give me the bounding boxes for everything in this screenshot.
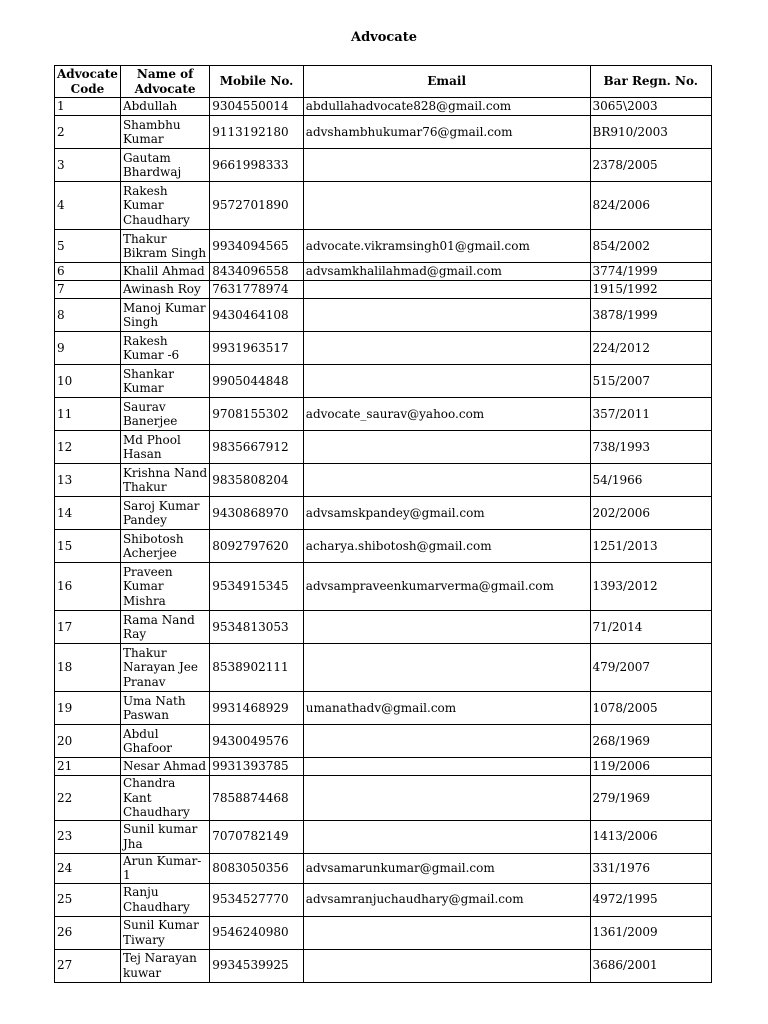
cell-advocate-code: 4 <box>55 182 121 230</box>
cell-bar-regn-no: 279/1969 <box>590 776 711 821</box>
cell-email: advsamarunkumar@gmail.com <box>303 853 590 883</box>
cell-mobile-no: 8092797620 <box>210 530 304 563</box>
cell-email <box>303 820 590 853</box>
cell-bar-regn-no: 1413/2006 <box>590 820 711 853</box>
cell-advocate-name: Krishna Nand Thakur <box>120 464 209 497</box>
cell-email <box>303 758 590 776</box>
cell-mobile-no: 9304550014 <box>210 98 304 116</box>
cell-bar-regn-no: 3686/2001 <box>590 949 711 982</box>
header-bar-regn-no: Bar Regn. No. <box>590 66 711 98</box>
cell-email: advocate_saurav@yahoo.com <box>303 398 590 431</box>
cell-advocate-code: 11 <box>55 398 121 431</box>
table-row <box>55 149 712 182</box>
cell-mobile-no: 9534527770 <box>210 883 304 916</box>
table-header-row <box>55 66 712 98</box>
cell-email: acharya.shibotosh@gmail.com <box>303 530 590 563</box>
cell-advocate-name: Md Phool Hasan <box>120 431 209 464</box>
cell-mobile-no: 7858874468 <box>210 776 304 821</box>
cell-advocate-name: Sunil kumar Jha <box>120 820 209 853</box>
cell-advocate-code: 10 <box>55 365 121 398</box>
cell-bar-regn-no: 479/2007 <box>590 644 711 692</box>
cell-advocate-code: 25 <box>55 883 121 916</box>
cell-advocate-name: Uma Nath Paswan <box>120 692 209 725</box>
cell-advocate-code: 13 <box>55 464 121 497</box>
cell-advocate-code: 5 <box>55 230 121 263</box>
table-row <box>55 776 712 821</box>
cell-email: advsamranjuchaudhary@gmail.com <box>303 883 590 916</box>
cell-mobile-no: 7070782149 <box>210 820 304 853</box>
cell-advocate-code: 24 <box>55 853 121 883</box>
cell-mobile-no: 9546240980 <box>210 916 304 949</box>
cell-bar-regn-no: 854/2002 <box>590 230 711 263</box>
advocate-table <box>54 65 712 983</box>
table-row <box>55 464 712 497</box>
cell-email: advshambhukumar76@gmail.com <box>303 116 590 149</box>
cell-advocate-code: 26 <box>55 916 121 949</box>
cell-bar-regn-no: 331/1976 <box>590 853 711 883</box>
cell-advocate-name: Tej Narayan kuwar <box>120 949 209 982</box>
cell-advocate-code: 12 <box>55 431 121 464</box>
cell-bar-regn-no: 1915/1992 <box>590 281 711 299</box>
cell-bar-regn-no: 515/2007 <box>590 365 711 398</box>
table-row <box>55 644 712 692</box>
cell-email: advsamkhalilahmad@gmail.com <box>303 263 590 281</box>
header-name-of-advocate: Name of Advocate <box>120 66 209 98</box>
cell-advocate-name: Arun Kumar-1 <box>120 853 209 883</box>
cell-advocate-name: Ranju Chaudhary <box>120 883 209 916</box>
table-row <box>55 365 712 398</box>
cell-mobile-no: 9534813053 <box>210 611 304 644</box>
cell-email <box>303 281 590 299</box>
cell-advocate-code: 17 <box>55 611 121 644</box>
table-row <box>55 116 712 149</box>
cell-bar-regn-no: 3065\2003 <box>590 98 711 116</box>
cell-advocate-code: 9 <box>55 332 121 365</box>
cell-mobile-no: 9661998333 <box>210 149 304 182</box>
cell-advocate-name: Awinash Roy <box>120 281 209 299</box>
cell-email: advsamskpandey@gmail.com <box>303 497 590 530</box>
cell-advocate-code: 14 <box>55 497 121 530</box>
cell-mobile-no: 9934539925 <box>210 949 304 982</box>
cell-bar-regn-no: 224/2012 <box>590 332 711 365</box>
cell-advocate-code: 3 <box>55 149 121 182</box>
cell-mobile-no: 9430049576 <box>210 725 304 758</box>
table-row <box>55 692 712 725</box>
cell-bar-regn-no: 3774/1999 <box>590 263 711 281</box>
cell-mobile-no: 9905044848 <box>210 365 304 398</box>
cell-advocate-name: Rakesh Kumar Chaudhary <box>120 182 209 230</box>
cell-advocate-name: Saurav Banerjee <box>120 398 209 431</box>
cell-bar-regn-no: 1251/2013 <box>590 530 711 563</box>
table-row <box>55 949 712 982</box>
cell-bar-regn-no: BR910/2003 <box>590 116 711 149</box>
cell-mobile-no: 9430464108 <box>210 299 304 332</box>
cell-advocate-code: 2 <box>55 116 121 149</box>
cell-email <box>303 464 590 497</box>
table-row <box>55 563 712 611</box>
cell-bar-regn-no: 1393/2012 <box>590 563 711 611</box>
cell-email <box>303 949 590 982</box>
header-email: Email <box>303 66 590 98</box>
cell-mobile-no: 9572701890 <box>210 182 304 230</box>
cell-advocate-code: 21 <box>55 758 121 776</box>
cell-bar-regn-no: 71/2014 <box>590 611 711 644</box>
cell-bar-regn-no: 4972/1995 <box>590 883 711 916</box>
cell-email <box>303 332 590 365</box>
cell-mobile-no: 9835808204 <box>210 464 304 497</box>
table-row <box>55 820 712 853</box>
table-row <box>55 98 712 116</box>
cell-advocate-name: Thakur Narayan Jee Pranav <box>120 644 209 692</box>
cell-mobile-no: 9934094565 <box>210 230 304 263</box>
header-mobile-no: Mobile No. <box>210 66 304 98</box>
table-row <box>55 853 712 883</box>
table-row <box>55 299 712 332</box>
cell-advocate-name: Manoj Kumar Singh <box>120 299 209 332</box>
cell-email <box>303 182 590 230</box>
cell-mobile-no: 9931393785 <box>210 758 304 776</box>
cell-advocate-name: Rama Nand Ray <box>120 611 209 644</box>
cell-advocate-name: Shambhu Kumar <box>120 116 209 149</box>
cell-email: umanathadv@gmail.com <box>303 692 590 725</box>
cell-bar-regn-no: 54/1966 <box>590 464 711 497</box>
table-row <box>55 916 712 949</box>
table-row <box>55 263 712 281</box>
cell-advocate-name: Chandra Kant Chaudhary <box>120 776 209 821</box>
cell-advocate-name: Khalil Ahmad <box>120 263 209 281</box>
table-row <box>55 758 712 776</box>
cell-advocate-name: Praveen Kumar Mishra <box>120 563 209 611</box>
cell-advocate-code: 20 <box>55 725 121 758</box>
cell-email <box>303 776 590 821</box>
cell-advocate-code: 22 <box>55 776 121 821</box>
table-row <box>55 431 712 464</box>
cell-bar-regn-no: 738/1993 <box>590 431 711 464</box>
cell-advocate-code: 23 <box>55 820 121 853</box>
cell-mobile-no: 8083050356 <box>210 853 304 883</box>
table-row <box>55 398 712 431</box>
cell-bar-regn-no: 824/2006 <box>590 182 711 230</box>
table-row <box>55 611 712 644</box>
cell-email <box>303 611 590 644</box>
cell-advocate-name: Gautam Bhardwaj <box>120 149 209 182</box>
cell-mobile-no: 9708155302 <box>210 398 304 431</box>
cell-bar-regn-no: 1361/2009 <box>590 916 711 949</box>
cell-email <box>303 916 590 949</box>
cell-advocate-code: 16 <box>55 563 121 611</box>
cell-email: advsampraveenkumarverma@gmail.com <box>303 563 590 611</box>
cell-bar-regn-no: 268/1969 <box>590 725 711 758</box>
cell-advocate-name: Shibotosh Acherjee <box>120 530 209 563</box>
table-row <box>55 725 712 758</box>
cell-advocate-name: Abdullah <box>120 98 209 116</box>
cell-mobile-no: 9430868970 <box>210 497 304 530</box>
cell-advocate-name: Nesar Ahmad <box>120 758 209 776</box>
cell-email <box>303 299 590 332</box>
cell-mobile-no: 9113192180 <box>210 116 304 149</box>
cell-advocate-code: 27 <box>55 949 121 982</box>
table-row <box>55 530 712 563</box>
cell-email <box>303 365 590 398</box>
cell-advocate-name: Thakur Bikram Singh <box>120 230 209 263</box>
cell-advocate-name: Rakesh Kumar -6 <box>120 332 209 365</box>
table-row <box>55 281 712 299</box>
table-row <box>55 883 712 916</box>
cell-email <box>303 725 590 758</box>
table-body <box>55 98 712 983</box>
cell-mobile-no: 9931468929 <box>210 692 304 725</box>
cell-advocate-code: 18 <box>55 644 121 692</box>
cell-advocate-name: Sunil Kumar Tiwary <box>120 916 209 949</box>
cell-advocate-code: 15 <box>55 530 121 563</box>
cell-mobile-no: 8434096558 <box>210 263 304 281</box>
cell-advocate-name: Abdul Ghafoor <box>120 725 209 758</box>
cell-bar-regn-no: 1078/2005 <box>590 692 711 725</box>
header-advocate-code: Advocate Code <box>55 66 121 98</box>
cell-advocate-code: 19 <box>55 692 121 725</box>
cell-mobile-no: 9835667912 <box>210 431 304 464</box>
table-row <box>55 497 712 530</box>
page-title: Advocate <box>350 30 417 45</box>
cell-mobile-no: 9534915345 <box>210 563 304 611</box>
cell-email: advocate.vikramsingh01@gmail.com <box>303 230 590 263</box>
cell-email <box>303 431 590 464</box>
cell-email <box>303 149 590 182</box>
table-row <box>55 332 712 365</box>
cell-bar-regn-no: 202/2006 <box>590 497 711 530</box>
cell-advocate-code: 7 <box>55 281 121 299</box>
cell-advocate-name: Saroj Kumar Pandey <box>120 497 209 530</box>
cell-advocate-name: Shankar Kumar <box>120 365 209 398</box>
cell-mobile-no: 8538902111 <box>210 644 304 692</box>
cell-email: abdullahadvocate828@gmail.com <box>303 98 590 116</box>
cell-advocate-code: 1 <box>55 98 121 116</box>
cell-advocate-code: 6 <box>55 263 121 281</box>
cell-bar-regn-no: 119/2006 <box>590 758 711 776</box>
cell-bar-regn-no: 2378/2005 <box>590 149 711 182</box>
table-row <box>55 230 712 263</box>
cell-email <box>303 644 590 692</box>
cell-advocate-code: 8 <box>55 299 121 332</box>
table-row <box>55 182 712 230</box>
cell-bar-regn-no: 357/2011 <box>590 398 711 431</box>
cell-mobile-no: 7631778974 <box>210 281 304 299</box>
cell-mobile-no: 9931963517 <box>210 332 304 365</box>
cell-bar-regn-no: 3878/1999 <box>590 299 711 332</box>
